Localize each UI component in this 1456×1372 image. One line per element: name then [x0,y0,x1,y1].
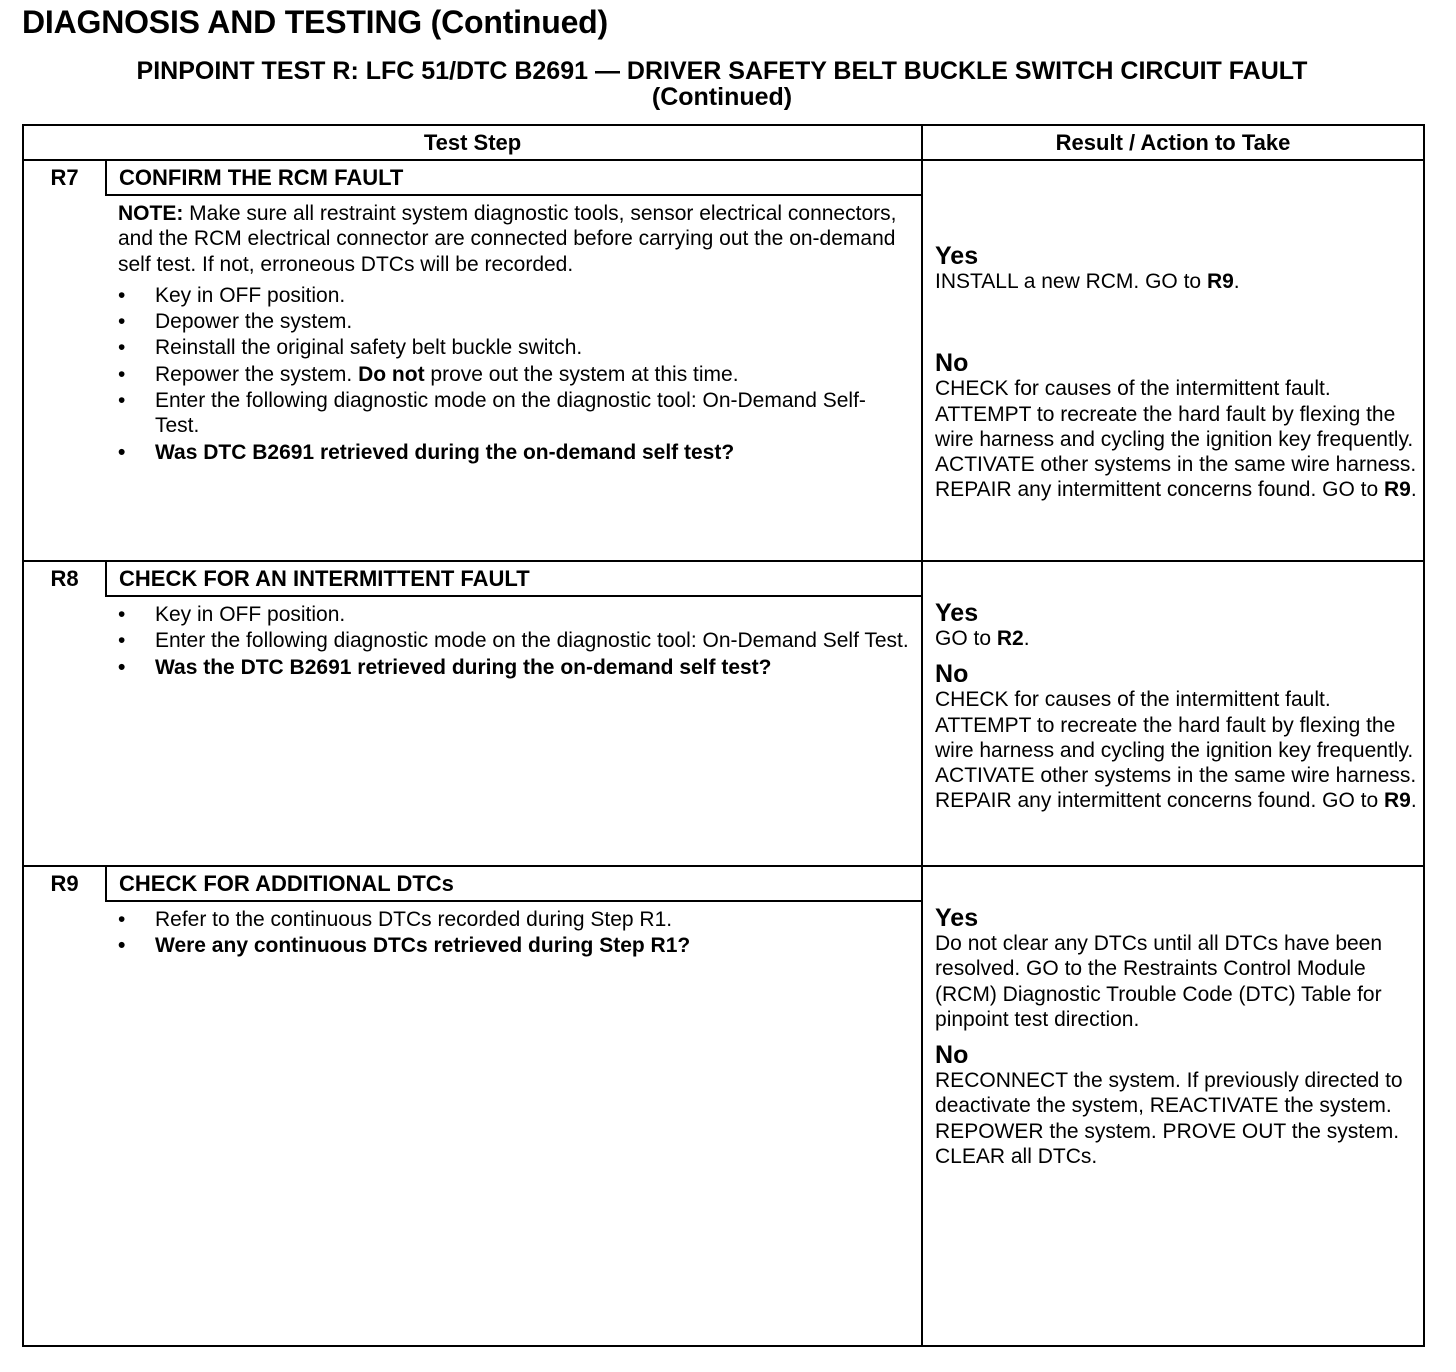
step-r8-title-row [23,561,1424,596]
column-header-result: Result / Action to Take [922,125,1424,160]
step-r9-title-row [23,866,1424,901]
list-item: • Key in OFF position. [118,602,909,627]
list-item: • Enter the following diagnostic mode on the diagnostic tool: On-Demand Self-Test. [118,388,909,439]
table-header-row [23,125,1424,160]
no-label: No [935,349,969,378]
step-r7-title-row [23,160,1424,195]
step-title-r7: CONFIRM THE RCM FAULT [106,160,922,195]
test-title-line1: PINPOINT TEST R: LFC 51/DTC B2691 — DRIVER SAFETY BELT BUCKLE SWITCH CIRCUIT FAULT [136,57,1308,85]
no-label: No [935,1041,969,1070]
step-id-r9: R9 [23,866,106,901]
step-id-r7: R7 [23,160,106,195]
note-paragraph: NOTE: Make sure all restraint system diagnostic tools, sensor electrical connectors, and the RCM electrical connector are connected before carrying out the on-demand self test. If not, erroneous DTCs will be recorded. [118,202,897,276]
step-bullets-r7 [118,283,909,465]
step-content-r7 [106,195,922,561]
step-id-r8: R8 [23,561,106,596]
yes-action: Do not clear any DTCs until all DTCs have been resolved. GO to the Restraints Control Module (RCM) Diagnostic Trouble Code (DTC) Table for pinpoint test direction. [935,932,1383,1031]
step-bullets-r8 [118,602,909,680]
result-cell-r7 [922,160,1424,561]
result-cell-r8 [922,561,1424,866]
list-item-question: • Was the DTC B2691 retrieved during the on-demand self test? [118,655,909,680]
list-item: • Reinstall the original safety belt buckle switch. [118,335,909,360]
list-item-question: • Were any continuous DTCs retrieved during Step R1? [118,933,909,958]
list-item: • Enter the following diagnostic mode on the diagnostic tool: On-Demand Self Test. [118,628,909,653]
pinpoint-test-title [22,58,1422,110]
list-item: • Refer to the continuous DTCs recorded during Step R1. [118,907,909,932]
step-id-spacer [23,901,106,1346]
no-action: CHECK for causes of the intermittent fault. ATTEMPT to recreate the hard fault by flexing the wire harness and cycling the ignition key frequently. ACTIVATE other systems in the same wire harness. REPAIR any intermittent concerns found. GO to R9. [935,688,1417,813]
yes-action: GO to R2. [935,627,1030,650]
step-id-spacer [23,596,106,866]
yes-label: Yes [935,599,979,627]
page-title: DIAGNOSIS AND TESTING (Continued) [22,4,608,40]
list-item: • Depower the system. [118,309,909,334]
test-title-line2: (Continued) [651,83,793,111]
yes-label: Yes [935,904,979,932]
result-cell-r9 [922,866,1424,1346]
step-title-r8: CHECK FOR AN INTERMITTENT FAULT [106,561,922,596]
list-item-question: • Was DTC B2691 retrieved during the on-demand self test? [118,440,909,465]
yes-action: INSTALL a new RCM. GO to R9. [935,270,1240,293]
step-bullets-r9 [118,907,909,959]
no-action: CHECK for causes of the intermittent fault. ATTEMPT to recreate the hard fault by flexing the wire harness and cycling the ignition key frequently. ACTIVATE other systems in the same wire harness. REPAIR any intermittent concerns found. GO to R9. [935,377,1417,502]
no-action: RECONNECT the system. If previously directed to deactivate the system, REACTIVATE the system. REPOWER the system. PROVE OUT the system. CLEAR all DTCs. [935,1069,1403,1169]
pinpoint-test-table [22,124,1425,1347]
column-header-test-step: Test Step [23,125,922,160]
step-id-spacer [23,195,106,561]
step-title-r9: CHECK FOR ADDITIONAL DTCs [106,866,922,901]
step-content-r8 [106,596,922,866]
list-item: • Repower the system. Do not prove out the system at this time. [118,362,909,387]
yes-label: Yes [935,242,979,270]
step-content-r9 [106,901,922,1346]
no-label: No [935,660,969,689]
list-item: • Key in OFF position. [118,283,909,308]
